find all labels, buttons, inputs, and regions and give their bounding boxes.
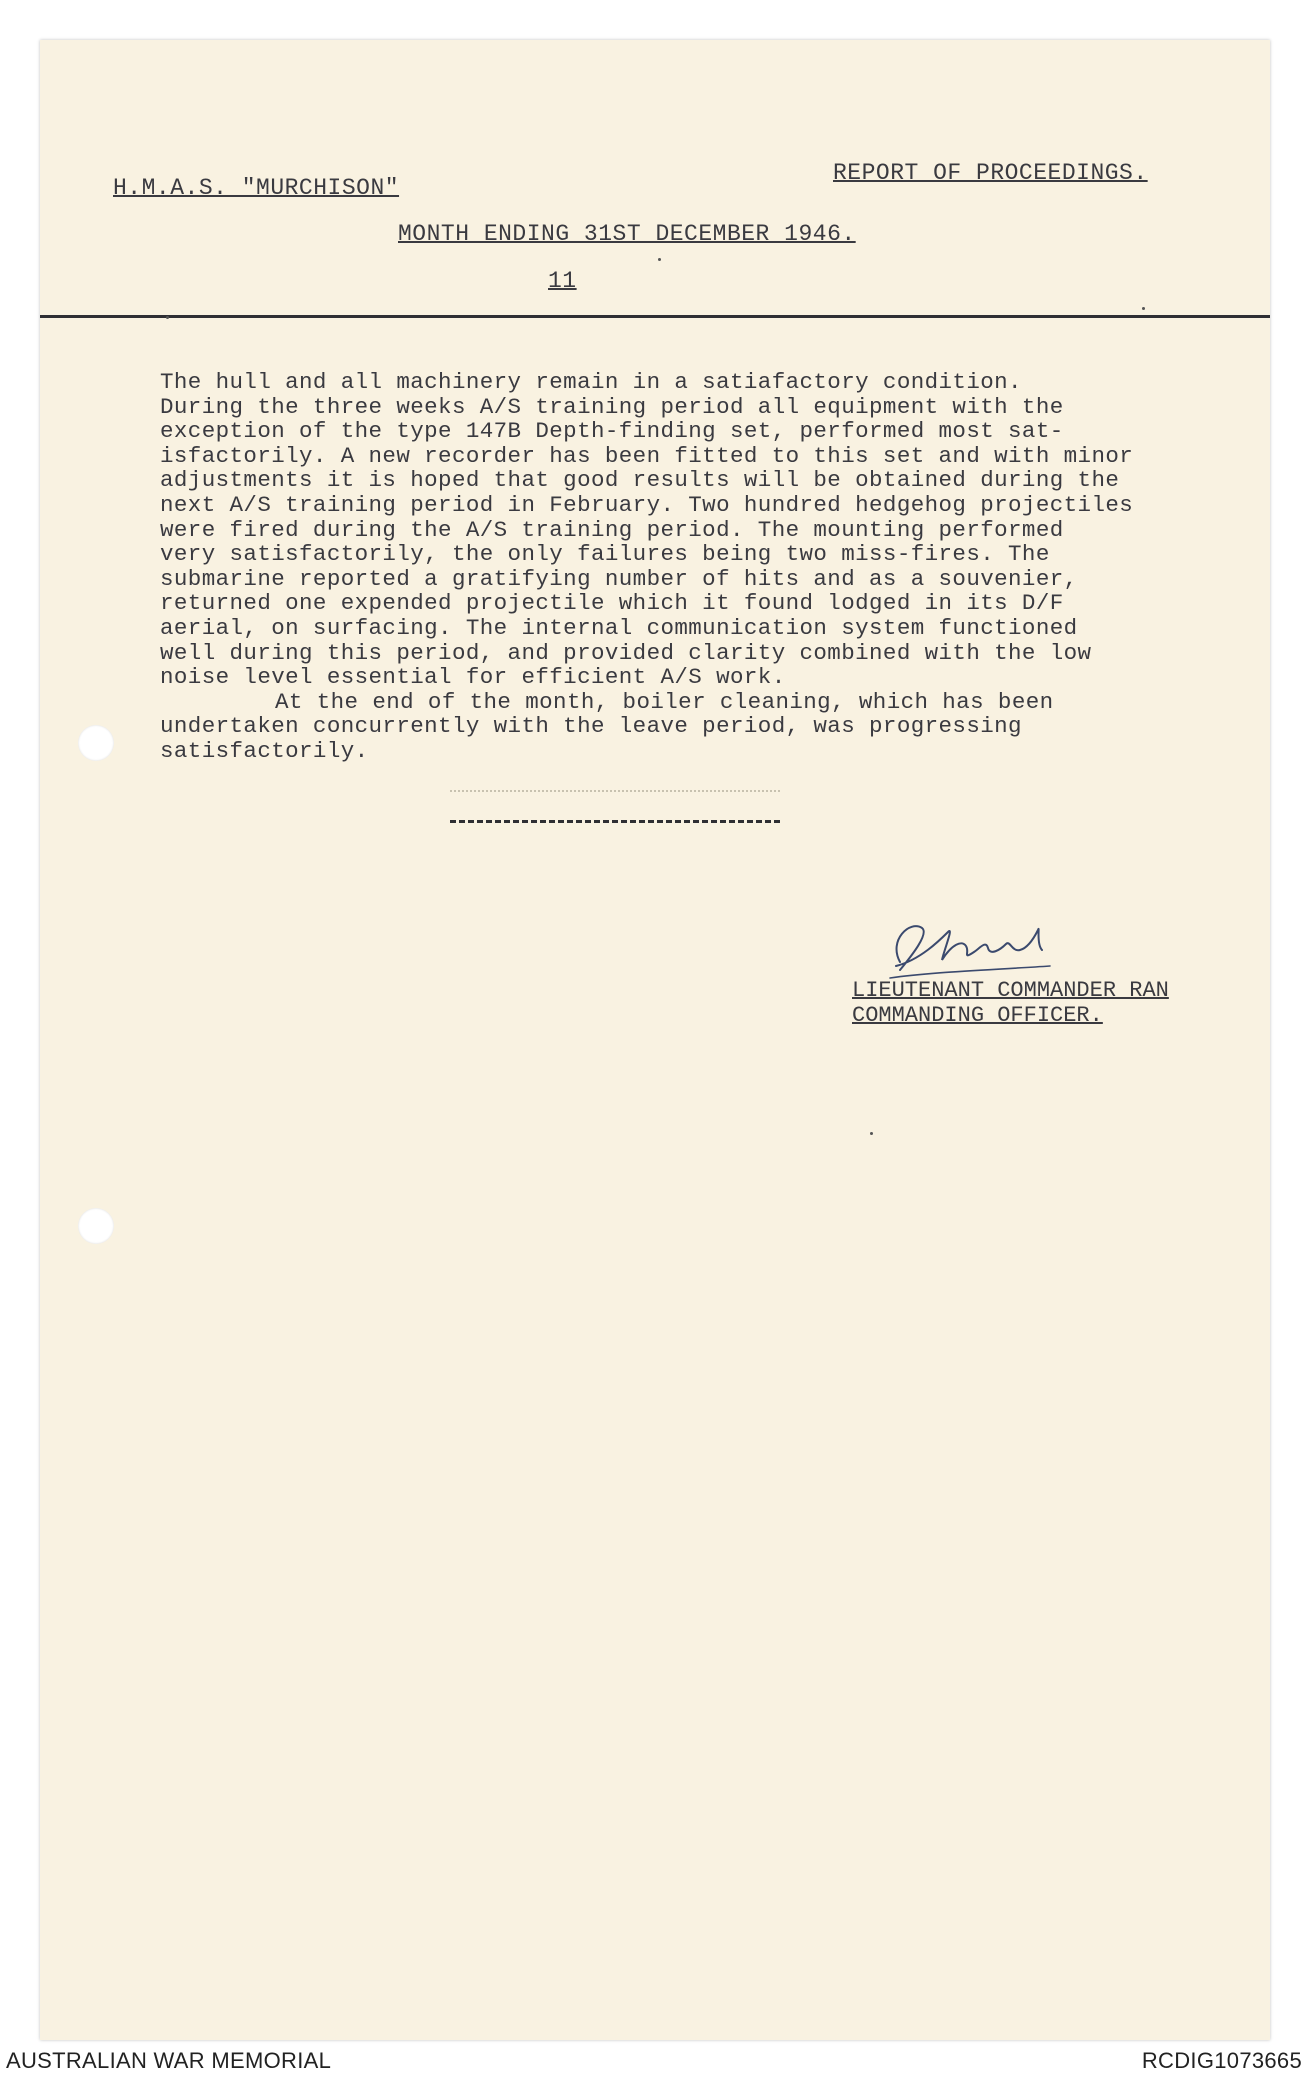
footer-archive: AUSTRALIAN WAR MEMORIAL: [6, 2048, 332, 2073]
body-line: noise level essential for efficient A/S work.: [160, 664, 786, 691]
body-line: very satisfactorily, the only failures being two miss-fires. The: [160, 541, 1050, 568]
body-line: undertaken concurrently with the leave period, was progressing: [160, 713, 1022, 740]
footer-record-id: RCDIG1073665: [1141, 2048, 1302, 2073]
dashed-separator: [450, 820, 780, 823]
signatory-title: COMMANDING OFFICER.: [852, 1003, 1103, 1028]
punch-hole: [78, 725, 114, 761]
page-number: 11: [548, 268, 577, 294]
body-line: During the three weeks A/S training period all equipment with the: [160, 393, 1064, 420]
body-line: submarine reported a gratifying number of hits and as a souvenier,: [160, 565, 1078, 592]
speck: [658, 258, 661, 261]
document-page: [40, 40, 1270, 2040]
body-line: The hull and all machinery remain in a satiafactory condition.: [160, 369, 1022, 395]
body-line: satisfactorily.: [160, 737, 369, 764]
body-line: next A/S training period in February. Two hundred hedgehog projectiles: [160, 491, 1134, 518]
body-line: adjustments it is hoped that good results will be obtained during the: [160, 467, 1120, 494]
body-line: were fired during the A/S training period. The mounting performed: [160, 516, 1064, 543]
speck: [1142, 307, 1145, 310]
header-rule: [40, 315, 1270, 318]
ship-name: H.M.A.S. "MURCHISON": [113, 175, 400, 201]
speck: [166, 316, 169, 319]
dotted-separator: [450, 790, 780, 792]
report-title: REPORT OF PROCEEDINGS.: [833, 160, 1148, 186]
report-period: MONTH ENDING 31ST DECEMBER 1946.: [398, 221, 856, 247]
punch-hole: [78, 1208, 114, 1244]
body-line: exception of the type 147B Depth-finding set, performed most sat-: [160, 418, 1064, 445]
body-line: well during this period, and provided clarity combined with the low: [160, 639, 1092, 666]
signatory-rank: LIEUTENANT COMMANDER RAN: [852, 978, 1169, 1003]
body-line: returned one expended projectile which it found lodged in its D/F: [160, 590, 1064, 617]
body-line: At the end of the month, boiler cleaning, which has been: [275, 688, 1054, 715]
handwritten-signature: [870, 900, 1070, 990]
report-body: [160, 370, 1220, 764]
body-line: isfactorily. A new recorder has been fitted to this set and with minor: [160, 442, 1134, 469]
body-line: aerial, on surfacing. The internal communication system functioned: [160, 614, 1078, 641]
speck: [870, 1132, 873, 1135]
signature-block: [852, 978, 1169, 1028]
